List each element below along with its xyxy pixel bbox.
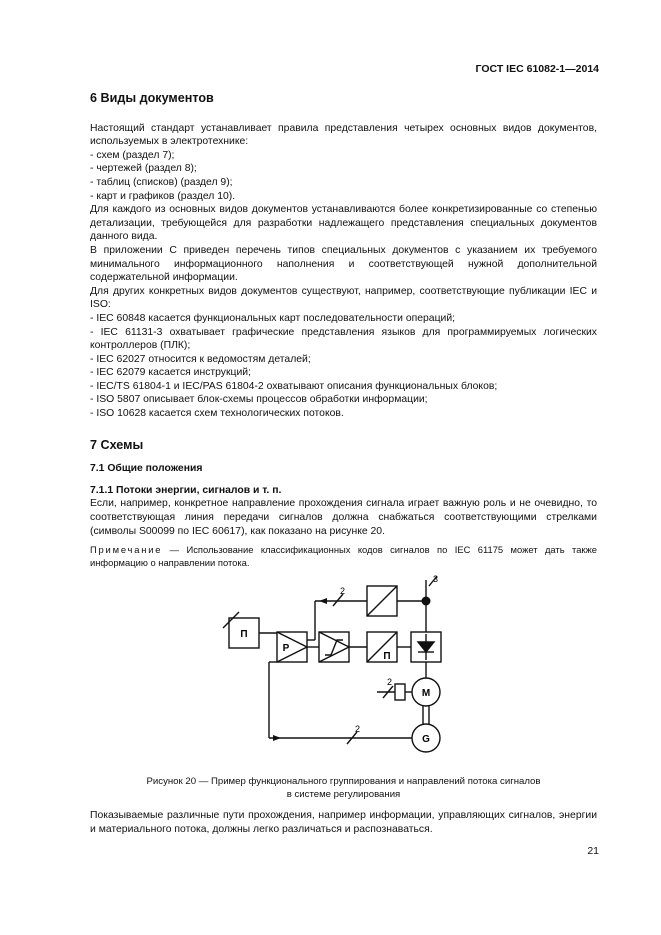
page-number: 21 (587, 845, 599, 857)
note-label: Примечание (90, 544, 163, 556)
section-7-paragraph-2: Показываемые различные пути прохождения, например информации, управляющих сигналов, энергии и материального потока, должны легко различаться и распознаваться. (90, 810, 597, 835)
label-signal-count: 2 (340, 586, 346, 596)
standard-code-header: ГОСТ IEC 61082-1—2014 (475, 63, 599, 75)
figure-20-diagram (215, 570, 455, 770)
list-item: - IEC 61131-3 охватывает графические представления языков для программируемых логических контроллеров (ПЛК); (90, 326, 597, 352)
label-signal-count: 3 (433, 574, 439, 584)
caption-line-2: в системе регулирования (286, 789, 401, 800)
section-6-paragraph-2: Для каждого из основных видов документов устанавливаются более конкретизированные со степенью детализации, требующейся для разработки надлежащего представления специальных документов данного вида. (90, 204, 597, 243)
label-r-regulator: P (282, 643, 290, 654)
list-item: - IEC 60848 касается функциональных карт последовательности операций; (90, 312, 456, 324)
list-item: - чертежей (раздел 8); (90, 163, 197, 175)
label-pulse: П (383, 651, 391, 662)
section-6-paragraph-3: В приложении С приведен перечень типов специальных документов с указанием их требуемого минимального информационного наполнения и соответствующей нужной дополнительной содержательной информации. (90, 244, 597, 284)
section-6-title: 6 Виды документов (90, 91, 214, 105)
list-item: - ISO 10628 касается схем технологических потоков. (90, 408, 344, 420)
caption-line-1: Рисунок 20 — Пример функционального группирования и направлений потока сигналов (146, 776, 541, 787)
section-6-paragraph-1: Настоящий стандарт устанавливает правила представления четырех основных видов документов, используемых в электротехнике: (90, 122, 597, 148)
list-item: - таблиц (списков) (раздел 9); (90, 176, 233, 188)
label-motor: M (421, 688, 431, 699)
list-item: - ISO 5807 описывает блок-схемы процессов обработки информации; (90, 394, 428, 406)
label-signal-count: 2 (387, 677, 393, 687)
figure-caption (90, 775, 597, 801)
list-item: - IEC/TS 61804-1 и IEC/PAS 61804-2 охватывают описания функциональных блоков; (90, 380, 498, 392)
document-types-list (90, 149, 597, 203)
list-item: - схем (раздел 7); (90, 149, 175, 161)
section-7-paragraph-1: Если, например, конкретное направление прохождения сигнала играет важную роль и не очевидно, то соответствующая линия передачи сигналов должна снабжаться соответствующими стрелками (символы S00099 по IEC 60617), как показано на рисунке 20. (90, 498, 597, 537)
section-6-paragraph-4: Для других конкретных видов документов существуют, например, соответствующие публикации IEC и ISO: (90, 285, 597, 311)
subsection-7-1-1-title: 7.1.1 Потоки энергии, сигналов и т. п. (90, 484, 282, 496)
note-text: — Использование классификационных кодов сигналов по IEC 61175 может дать также информацию о направлении потока. (90, 544, 597, 568)
note (90, 544, 597, 569)
list-item: - IEC 62079 касается инструкций; (90, 367, 251, 379)
regulator-box (277, 632, 307, 662)
page-content (90, 92, 597, 569)
label-p-operator: П (240, 629, 248, 640)
publications-list (90, 312, 597, 421)
label-signal-count: 2 (355, 724, 361, 734)
list-item: - карт и графиков (раздел 10). (90, 190, 236, 202)
label-generator: G (422, 734, 430, 745)
subsection-7-1-title: 7.1 Общие положения (90, 463, 203, 475)
section-7-title: 7 Схемы (90, 437, 144, 452)
list-item: - IEC 62027 относится к ведомостям деталей; (90, 353, 311, 365)
